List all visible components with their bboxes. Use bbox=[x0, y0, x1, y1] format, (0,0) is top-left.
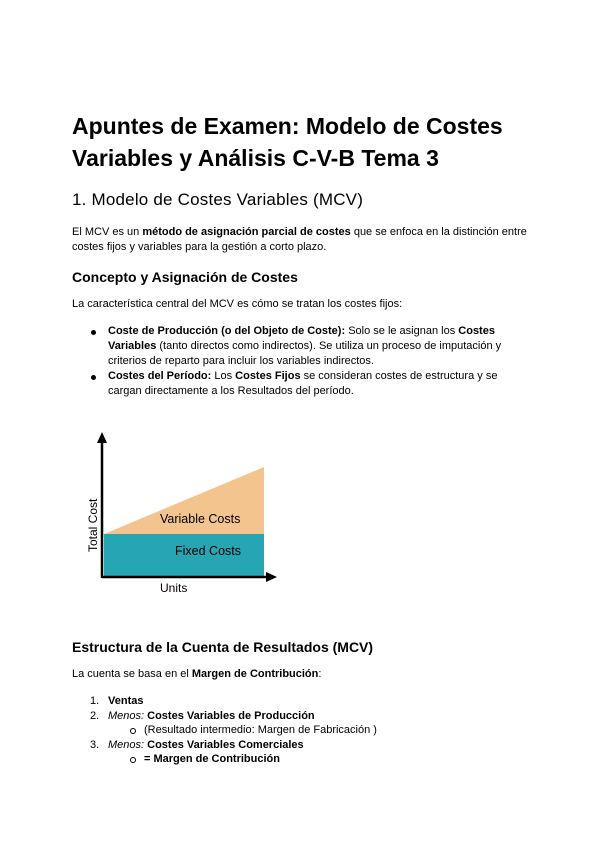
bullet-icon bbox=[91, 375, 96, 380]
list-item: = Margen de Contribución bbox=[72, 752, 532, 767]
bullet-icon bbox=[91, 330, 96, 335]
x-axis-arrow-icon bbox=[266, 572, 277, 582]
sub-bullet-icon bbox=[130, 728, 136, 734]
page-title: Apuntes de Examen: Modelo de Costes Variables y Análisis C-V-B Tema 3 bbox=[72, 113, 503, 171]
intro-paragraph: El MCV es un método de asignación parcial de costes que se enfoca en la distinción entre costes fijos y variables para la gestión a corto plazo. bbox=[72, 226, 527, 253]
chart-label-fixed-costs: Fixed Costs bbox=[175, 544, 241, 558]
cost-bullet-list bbox=[72, 324, 532, 399]
list-item: 2. Menos: Costes Variables de Producción bbox=[90, 709, 315, 722]
list-item: Costes del Período: Los Costes Fijos se consideran costes de estructura y se cargan directamente a los Resultados del período. bbox=[72, 369, 532, 399]
chart-x-label: Units bbox=[160, 581, 188, 595]
list-item: 3. Menos: Costes Variables Comerciales bbox=[90, 738, 304, 751]
chart-y-label: Total Cost bbox=[86, 498, 100, 552]
subheading-estructura: Estructura de la Cuenta de Resultados (MCV) bbox=[72, 639, 374, 655]
y-axis-arrow-icon bbox=[97, 432, 107, 443]
sub-bullet-icon bbox=[130, 757, 136, 763]
estructura-paragraph: La cuenta se basa en el Margen de Contribución: bbox=[72, 668, 322, 680]
cost-chart bbox=[82, 428, 302, 600]
income-statement-list bbox=[72, 694, 532, 767]
list-item: Coste de Producción (o del Objeto de Coste): Solo se le asignan los Costes Variables (tanto directos como indirectos). Se utiliza un proceso de imputación y criterios de reparto para incluir los variables indirectos. bbox=[72, 324, 532, 369]
list-item: (Resultado intermedio: Margen de Fabricación ) bbox=[72, 723, 532, 738]
subheading-concepto: Concepto y Asignación de Costes bbox=[72, 269, 298, 285]
chart-label-variable-costs: Variable Costs bbox=[160, 512, 241, 526]
section-heading-mcv: 1. Modelo de Costes Variables (MCV) bbox=[72, 190, 364, 209]
concepto-paragraph: La característica central del MCV es cómo se tratan los costes fijos: bbox=[72, 298, 403, 310]
list-item: 1. Ventas bbox=[90, 695, 144, 707]
